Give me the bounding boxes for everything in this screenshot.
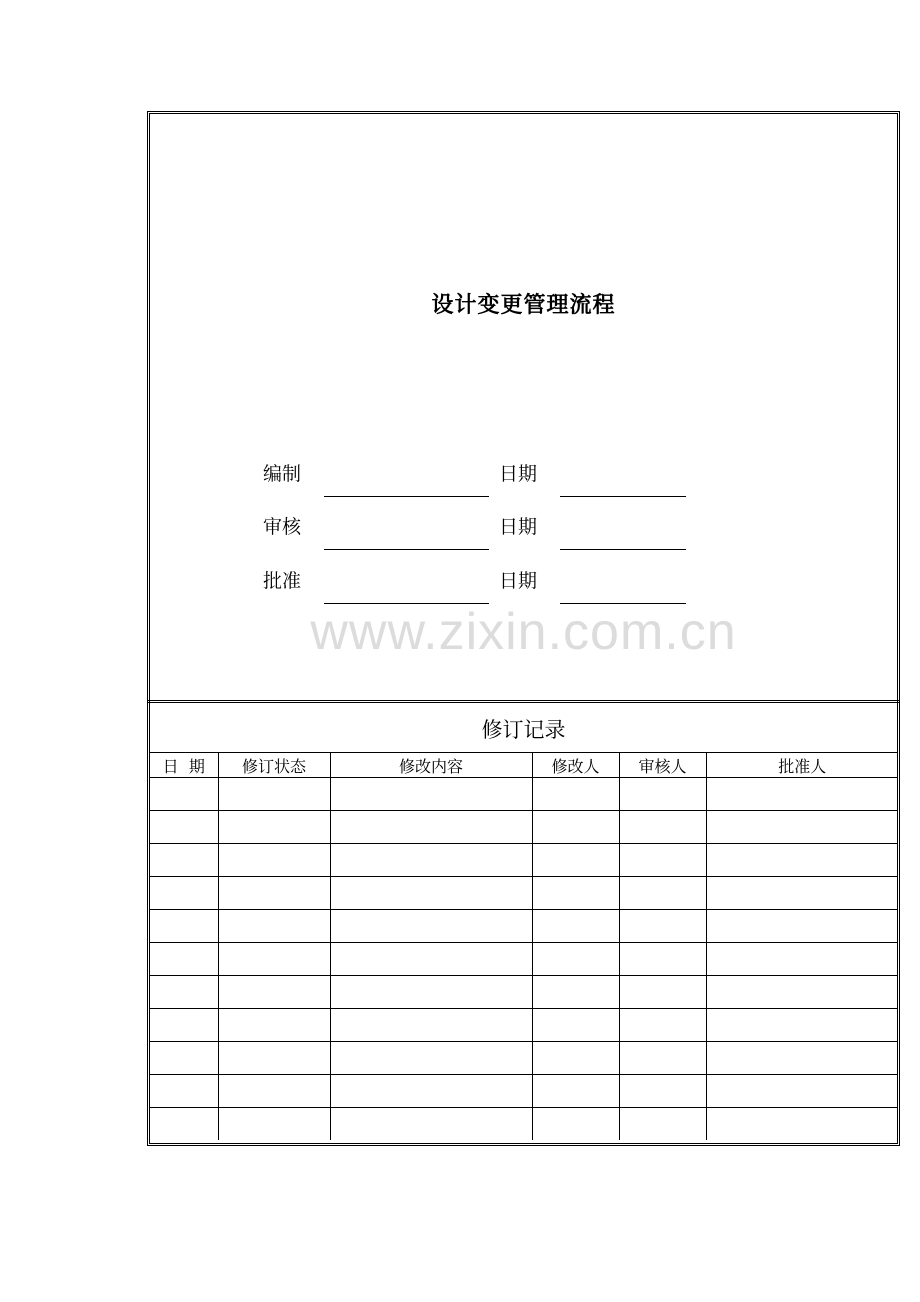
modifier-cell[interactable] — [532, 844, 619, 877]
table-row — [150, 844, 898, 877]
revision-status-cell[interactable] — [218, 1108, 330, 1141]
date-cell[interactable] — [150, 1075, 218, 1108]
approver-cell[interactable] — [706, 1075, 898, 1108]
approver-cell[interactable] — [706, 844, 898, 877]
document-title: 设计变更管理流程 — [431, 293, 616, 318]
modifier-cell[interactable] — [532, 877, 619, 910]
approver-cell[interactable] — [706, 910, 898, 943]
reviewed-label: 审核 — [263, 516, 302, 538]
date-cell[interactable] — [150, 1009, 218, 1042]
table-row — [150, 877, 898, 910]
reviewer-cell[interactable] — [619, 877, 706, 910]
revision-status-cell[interactable] — [218, 910, 330, 943]
revision-status-cell[interactable] — [218, 811, 330, 844]
date-cell[interactable] — [150, 1042, 218, 1075]
revision-status-cell[interactable] — [218, 1009, 330, 1042]
table-row — [150, 910, 898, 943]
date-cell[interactable] — [150, 943, 218, 976]
approver-cell[interactable] — [706, 943, 898, 976]
revision-status-cell[interactable] — [218, 976, 330, 1009]
date-cell[interactable] — [150, 778, 218, 811]
date-cell[interactable] — [150, 811, 218, 844]
reviewed-date-line[interactable] — [560, 549, 686, 550]
modifier-cell[interactable] — [532, 1075, 619, 1108]
change-content-cell[interactable] — [330, 1042, 532, 1075]
reviewer-cell[interactable] — [619, 811, 706, 844]
approved-label: 批准 — [263, 570, 302, 592]
revision-status-cell[interactable] — [218, 1042, 330, 1075]
modifier-cell[interactable] — [532, 1108, 619, 1141]
table-row — [150, 811, 898, 844]
modifier-cell[interactable] — [532, 976, 619, 1009]
column-header-reviewer: 审核人 — [619, 753, 706, 778]
revision-status-cell[interactable] — [218, 877, 330, 910]
approver-cell[interactable] — [706, 877, 898, 910]
reviewer-cell[interactable] — [619, 844, 706, 877]
reviewed-signature-line[interactable] — [324, 549, 489, 550]
table-row — [150, 943, 898, 976]
column-header-change-content: 修改内容 — [330, 753, 532, 778]
table-row — [150, 778, 898, 811]
date-cell[interactable] — [150, 910, 218, 943]
prepared-signature-line[interactable] — [324, 496, 489, 497]
watermark: www.zixin.com.cn — [310, 603, 737, 661]
column-header-approver: 批准人 — [706, 753, 898, 778]
approver-cell[interactable] — [706, 1042, 898, 1075]
approver-cell[interactable] — [706, 778, 898, 811]
table-row — [150, 1075, 898, 1108]
prepared-date-line[interactable] — [560, 496, 686, 497]
change-content-cell[interactable] — [330, 844, 532, 877]
date-cell[interactable] — [150, 877, 218, 910]
change-content-cell[interactable] — [330, 811, 532, 844]
table-row — [150, 1108, 898, 1141]
column-header-revision-status: 修订状态 — [218, 753, 330, 778]
approver-cell[interactable] — [706, 1009, 898, 1042]
reviewer-cell[interactable] — [619, 976, 706, 1009]
revision-status-cell[interactable] — [218, 844, 330, 877]
change-content-cell[interactable] — [330, 778, 532, 811]
reviewer-cell[interactable] — [619, 1108, 706, 1141]
date-cell[interactable] — [150, 844, 218, 877]
change-content-cell[interactable] — [330, 976, 532, 1009]
reviewer-cell[interactable] — [619, 1009, 706, 1042]
section-divider — [147, 700, 900, 703]
modifier-cell[interactable] — [532, 811, 619, 844]
change-content-cell[interactable] — [330, 943, 532, 976]
revision-record-table — [150, 752, 898, 1140]
approver-cell[interactable] — [706, 976, 898, 1009]
revision-status-cell[interactable] — [218, 778, 330, 811]
modifier-cell[interactable] — [532, 910, 619, 943]
approver-cell[interactable] — [706, 1108, 898, 1141]
modifier-cell[interactable] — [532, 1042, 619, 1075]
approver-cell[interactable] — [706, 811, 898, 844]
reviewer-cell[interactable] — [619, 1075, 706, 1108]
reviewer-cell[interactable] — [619, 1042, 706, 1075]
prepared-label: 编制 — [263, 463, 302, 485]
table-row — [150, 976, 898, 1009]
column-header-modifier: 修改人 — [532, 753, 619, 778]
change-content-cell[interactable] — [330, 1009, 532, 1042]
column-header-date: 日 期 — [150, 753, 218, 778]
revision-record-title: 修订记录 — [481, 718, 566, 742]
table-row — [150, 1009, 898, 1042]
reviewer-cell[interactable] — [619, 910, 706, 943]
change-content-cell[interactable] — [330, 1108, 532, 1141]
reviewer-cell[interactable] — [619, 778, 706, 811]
modifier-cell[interactable] — [532, 1009, 619, 1042]
date-cell[interactable] — [150, 1108, 218, 1141]
date-cell[interactable] — [150, 976, 218, 1009]
revision-record-body — [150, 778, 898, 1141]
reviewer-cell[interactable] — [619, 943, 706, 976]
change-content-cell[interactable] — [330, 1075, 532, 1108]
approved-date-label: 日期 — [499, 570, 538, 592]
reviewed-date-label: 日期 — [499, 516, 538, 538]
revision-status-cell[interactable] — [218, 1075, 330, 1108]
table-header-row — [150, 753, 898, 778]
revision-status-cell[interactable] — [218, 943, 330, 976]
table-row — [150, 1042, 898, 1075]
change-content-cell[interactable] — [330, 910, 532, 943]
prepared-date-label: 日期 — [499, 463, 538, 485]
change-content-cell[interactable] — [330, 877, 532, 910]
modifier-cell[interactable] — [532, 778, 619, 811]
modifier-cell[interactable] — [532, 943, 619, 976]
